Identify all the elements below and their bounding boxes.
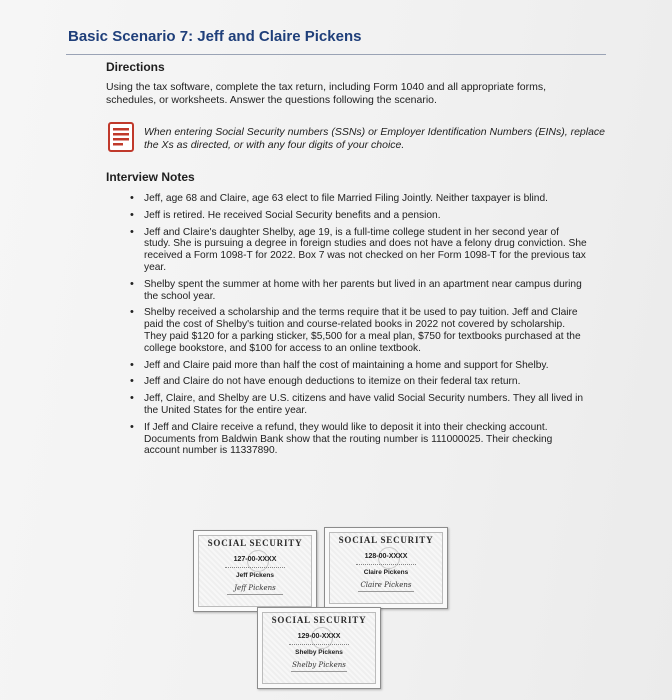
ssn-card-jeff — [193, 530, 317, 612]
list-item: • Jeff and Claire paid more than half the cost of maintaining a home and support for Shelby. — [128, 360, 588, 372]
page-title: Basic Scenario 7: Jeff and Claire Pickens — [68, 28, 362, 45]
list-item: • Jeff, age 68 and Claire, age 63 elect to file Married Filing Jointly. Neither taxpayer is blind. — [128, 193, 588, 205]
list-item: • Jeff and Claire's daughter Shelby, age 19, is a full-time college student in her second year of study. She is pursuing a degree in foreign studies and does not have a felony drug conviction. She received a Form 1098-T for 2022. Box 7 was not checked on her Form 1098-T for the previous tax year. — [128, 227, 588, 274]
ssn-card-shelby — [257, 607, 381, 689]
ssn-card-claire — [324, 527, 448, 609]
list-item: • If Jeff and Claire receive a refund, they would like to deposit it into their checking account. Documents from Baldwin Bank show that the routing number is 111000025. Their checking account number is 11337890. — [128, 422, 588, 457]
list-item: • Jeff, Claire, and Shelby are U.S. citizens and have valid Social Security numbers. They all lived in the United States for the entire year. — [128, 393, 588, 417]
interview-notes-list — [128, 193, 588, 462]
list-item: • Jeff and Claire do not have enough deductions to itemize on their federal tax return. — [128, 376, 588, 388]
document-note-icon — [108, 122, 134, 152]
card-holder-name: Jeff Pickens — [236, 572, 274, 579]
interview-notes-heading: Interview Notes — [106, 170, 195, 184]
card-header: SOCIAL SECURITY — [207, 538, 303, 548]
card-header: SOCIAL SECURITY — [271, 615, 367, 625]
ssn-note: When entering Social Security numbers (SSNs) or Employer Identification Numbers (EINs), replace the Xs as directed, or with any four digits of your choice. — [144, 126, 606, 151]
card-ssn: 129-00-XXXX — [297, 633, 341, 640]
list-item: • Shelby spent the summer at home with her parents but lived in an apartment near campus during the school year. — [128, 279, 588, 303]
card-holder-name: Claire Pickens — [363, 569, 409, 576]
directions-heading: Directions — [106, 60, 165, 74]
card-signature: Claire Pickens — [360, 581, 412, 589]
card-header: SOCIAL SECURITY — [338, 535, 434, 545]
card-ssn: 127-00-XXXX — [233, 556, 277, 563]
card-holder-name: Shelby Pickens — [295, 649, 343, 656]
card-ssn: 128-00-XXXX — [364, 553, 408, 560]
card-signature: Shelby Pickens — [292, 661, 346, 669]
list-item: • Shelby received a scholarship and the terms require that it be used to pay tuition. Jeff and Claire paid the cost of Shelby's tuition and course-related books in 2022 not covered by scholarship. They paid $120 for a parking sticker, $5,500 for a meal plan, $750 for textbooks purchased at the college bookstore, and $100 for access to an online textbook. — [128, 307, 588, 354]
list-item: • Jeff is retired. He received Social Security benefits and a pension. — [128, 210, 588, 222]
card-signature: Jeff Pickens — [234, 584, 276, 592]
title-divider — [66, 54, 606, 55]
directions-text: Using the tax software, complete the tax return, including Form 1040 and all appropriate forms, schedules, or worksheets. Answer the questions following the scenario. — [106, 81, 547, 106]
